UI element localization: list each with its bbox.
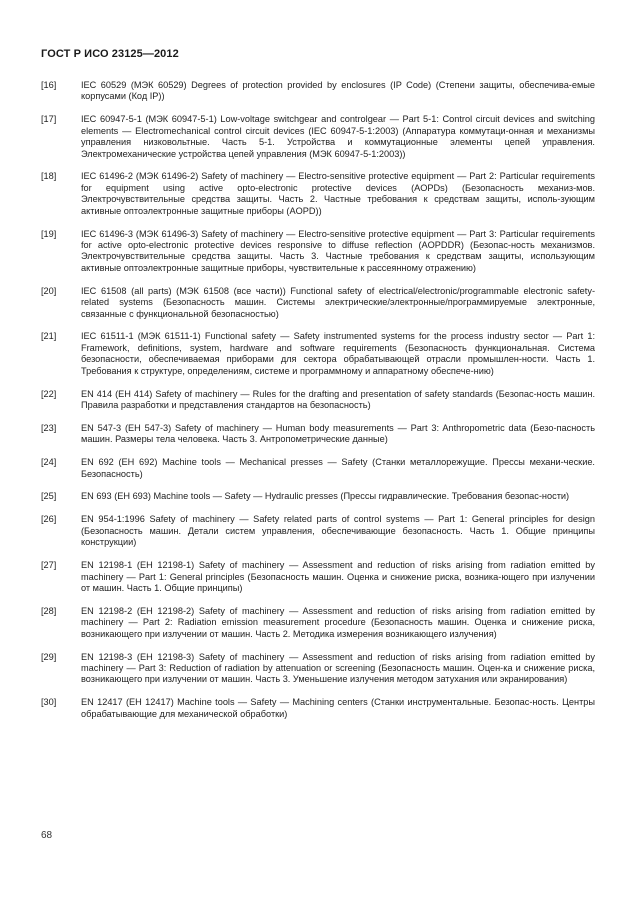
- reference-item: [41, 457, 595, 480]
- reference-item: [41, 286, 595, 320]
- reference-text: EN 692 (ЕН 692) Machine tools — Mechanical presses — Safety (Станки металлорежущие. Прессы механи-ческие. Безопасность): [81, 457, 595, 479]
- reference-text: IEC 61496-3 (МЭК 61496-3) Safety of machinery — Electro-sensitive protective equipment — Part 3: Particular requirements for active opto-electronic protective devices responsive to diffuse reflection (AOPDDR) (Безопас-ность механизмов. Электрочувствительные средства защиты. Часть 3. Частные требования к средствам защиты, использующим активные оптоэлектронные защитные приборы, чувствительные к рассеянному отражению): [81, 228, 595, 273]
- reference-number: [27]: [41, 560, 57, 571]
- page-header-title: ГОСТ Р ИСО 23125—2012: [41, 48, 179, 60]
- reference-text: IEC 61496-2 (МЭК 61496-2) Safety of machinery — Electro-sensitive protective equipment — Part 2: Particular requirements for equipment using active opto-electronic protective devices (AOPDs) (Безопасность механиз-мов. Электрочувствительные средства защиты. Часть 2. Частные требования к средствам защиты, исполь-зующим активные оптоэлектронные защитные приборы (AOPD)): [81, 171, 595, 216]
- reference-item: [41, 331, 595, 377]
- reference-text: IEC 61508 (all parts) (МЭК 61508 (все части)) Functional safety of electrical/electronic/programmable electronic safety-related systems (Безопасность машин. Системы электрические/электронные/программируемые электронные, связанные с функциональной безопасностью): [81, 285, 595, 319]
- reference-text: EN 414 (ЕН 414) Safety of machinery — Rules for the drafting and presentation of safety standards (Безопас-ность машин. Правила разработки и представления стандартов на безопасность): [81, 388, 595, 410]
- reference-number: [18]: [41, 171, 57, 182]
- reference-number: [24]: [41, 457, 57, 468]
- reference-item: [41, 652, 595, 686]
- reference-number: [22]: [41, 388, 57, 399]
- reference-item: [41, 560, 595, 594]
- reference-item: [41, 697, 595, 720]
- reference-text: EN 12198-2 (ЕН 12198-2) Safety of machinery — Assessment and reduction of risks arising from radiation emitted by machinery — Part 2: Radiation emission measurement procedure (Безопасность машин. Оценка и снижение риска, возникающего при излучении от машин. Часть 2. Методика измерения возникающего излучения): [81, 605, 595, 639]
- reference-number: [28]: [41, 605, 57, 616]
- reference-text: EN 693 (ЕН 693) Machine tools — Safety — Hydraulic presses (Прессы гидравлические. Требования безопас-ности): [81, 491, 570, 502]
- reference-number: [26]: [41, 514, 57, 525]
- reference-item: [41, 491, 595, 502]
- reference-number: [17]: [41, 114, 57, 125]
- reference-text: EN 12198-3 (ЕН 12198-3) Safety of machinery — Assessment and reduction of risks arising from radiation emitted by machinery — Part 3: Reduction of radiation by attenuation or screening (Безопасность машин. Оцен-ка и снижение риска, возникающего при излучении от машин. Часть 3. Уменьшение излучения методом затухания или экранирования): [81, 651, 595, 685]
- reference-item: [41, 606, 595, 640]
- reference-text: EN 12198-1 (ЕН 12198-1) Safety of machinery — Assessment and reduction of risks arising from radiation emitted by machinery — Part 1: General principles (Безопасность машин. Оценка и снижение риска, возника-ющего при излучении от машин. Часть 1. Общие принципы): [81, 560, 595, 593]
- reference-text: EN 547-3 (ЕН 547-3) Safety of machinery — Human body measurements — Part 3: Anthropometric data (Безо-пасность машин. Размеры тела человека. Часть 3. Антропометрические данные): [81, 422, 595, 445]
- reference-text: IEC 60947-5-1 (МЭК 60947-5-1) Low-voltage switchgear and controlgear — Part 5-1: Control circuit devices and switching elements — Electromechanical control circuit devices (IEC 60947-5-1:2003) (Аппаратура коммутаци-онная и механизмы управления низковольтные. Часть 5-1. Устройства и коммутационные элементы цепей управления. Электромеханические устройства цепей управления (МЭК 60947-5-1:2003)): [81, 114, 595, 159]
- reference-number: [20]: [41, 285, 57, 296]
- reference-text: EN 12417 (ЕН 12417) Machine tools — Safety — Machining centers (Станки инструментальные. Безопас-ность. Центры обрабатывающие для механической обработки): [81, 697, 595, 719]
- reference-number: [19]: [41, 228, 57, 239]
- reference-item: [41, 389, 595, 412]
- reference-text: EN 954-1:1996 Safety of machinery — Safety related parts of control systems — Part 1: General principles for design (Безопасность машин. Детали систем управления, обеспечивающие безопасность. Часть 1. Общие принципы конструкции): [81, 514, 595, 548]
- reference-number: [30]: [41, 697, 57, 708]
- reference-item: [41, 171, 595, 217]
- references-list: [41, 80, 595, 732]
- reference-text: IEC 61511-1 (МЭК 61511-1) Functional safety — Safety instrumented systems for the process industry sector — Part 1: Framework, definitions, system, hardware and software requirements (Безопасность функциональная. Система безопасности, обеспечиваемая приборами для сектора обрабатывающей отрасли промышлен-ности. Часть 1. Требования к структуре, определениям, системе и программному и аппаратному обеспече-нию): [81, 331, 595, 376]
- reference-item: [41, 80, 595, 103]
- reference-item: [41, 423, 595, 446]
- reference-number: [23]: [41, 422, 57, 433]
- reference-item: [41, 114, 595, 160]
- reference-number: [21]: [41, 331, 57, 342]
- reference-item: [41, 229, 595, 275]
- page-number: 68: [41, 830, 53, 841]
- reference-item: [41, 514, 595, 548]
- reference-number: [25]: [41, 491, 57, 502]
- reference-number: [29]: [41, 651, 57, 662]
- reference-number: [16]: [41, 80, 57, 90]
- reference-text: IEC 60529 (МЭК 60529) Degrees of protection provided by enclosures (IP Code) (Степени защиты, обеспечива-емые корпусами (Код IP)): [81, 80, 595, 102]
